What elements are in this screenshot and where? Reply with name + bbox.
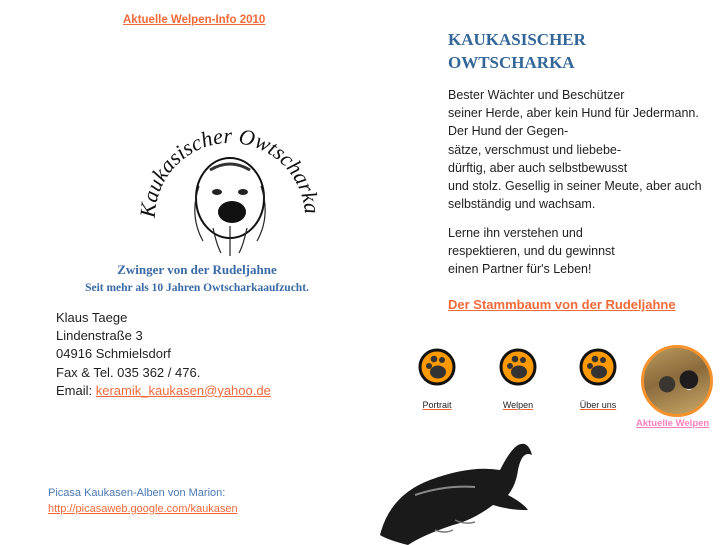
email-label: Email:: [56, 382, 96, 398]
description-line: selbständig und wachsam.: [448, 197, 596, 212]
kennel-name: Zwinger von der Rudeljahne: [117, 262, 277, 277]
description-line: und stolz. Gesellig in seiner Meute, aber auch: [448, 179, 702, 194]
breed-description-2: [448, 224, 615, 279]
paw-icon: [499, 348, 537, 386]
description-line: seiner Herde, aber kein Hund für Jedermann.: [448, 106, 699, 121]
contact-email-row: [56, 382, 271, 400]
nav-label: Welpen: [502, 400, 534, 410]
welpen-info-link[interactable]: Aktuelle Welpen-Info 2010: [123, 14, 266, 26]
dog-head-icon: [195, 158, 265, 256]
aktuelle-welpen-link[interactable]: Aktuelle Welpen: [636, 418, 710, 429]
kennel-tagline: Seit mehr als 10 Jahren Owtscharkaaufzucht.: [85, 282, 309, 294]
paw-icon: [579, 348, 617, 386]
nav-welpen[interactable]: [488, 348, 548, 410]
description-line: sätze, verschmust und liebebe-: [448, 142, 622, 157]
nav-label: Über uns: [579, 400, 617, 410]
picasa-label: Picasa Kaukasen-Alben von Marion:: [48, 487, 226, 499]
dog-with-puppies-illustration: [375, 440, 535, 545]
nav-ueber-uns[interactable]: [568, 348, 628, 410]
contact-phone: Fax & Tel. 035 362 / 476.: [56, 364, 201, 380]
title-line-1: KAUKASISCHER: [448, 30, 586, 49]
logo-arc-text: Kaukasischer Owtscharka: [135, 122, 325, 219]
puppy-photo[interactable]: [641, 345, 713, 417]
contact-name: Klaus Taege: [56, 310, 128, 325]
description-line: Der Hund der Gegen-: [448, 124, 569, 139]
nav-label: Portrait: [422, 400, 452, 410]
description-line: dürftig, aber auch selbstbewusst: [448, 160, 628, 175]
description-line: Bester Wächter und Beschützer: [448, 88, 625, 102]
description-line: respektieren, und du gewinnst: [448, 244, 615, 259]
description-line: Lerne ihn verstehen und: [448, 226, 583, 240]
contact-street: Lindenstraße 3: [56, 328, 143, 344]
stammbaum-link[interactable]: Der Stammbaum von der Rudeljahne: [448, 297, 676, 312]
email-link[interactable]: keramik_kaukasen@yahoo.de: [95, 382, 271, 398]
description-line: einen Partner für's Leben!: [448, 262, 592, 277]
picasa-section: [48, 486, 238, 517]
breed-description: [448, 86, 702, 213]
picasa-link[interactable]: http://picasaweb.google.com/kaukasen: [48, 502, 238, 515]
paw-icon: [418, 348, 456, 386]
kaukasischer-owtscharka-logo: [135, 108, 325, 263]
page-title: [448, 28, 586, 74]
contact-address: [56, 309, 271, 400]
contact-city: 04916 Schmielsdorf: [56, 346, 171, 362]
title-line-2: OWTSCHARKA: [448, 53, 575, 72]
nav-portrait[interactable]: [407, 348, 467, 410]
